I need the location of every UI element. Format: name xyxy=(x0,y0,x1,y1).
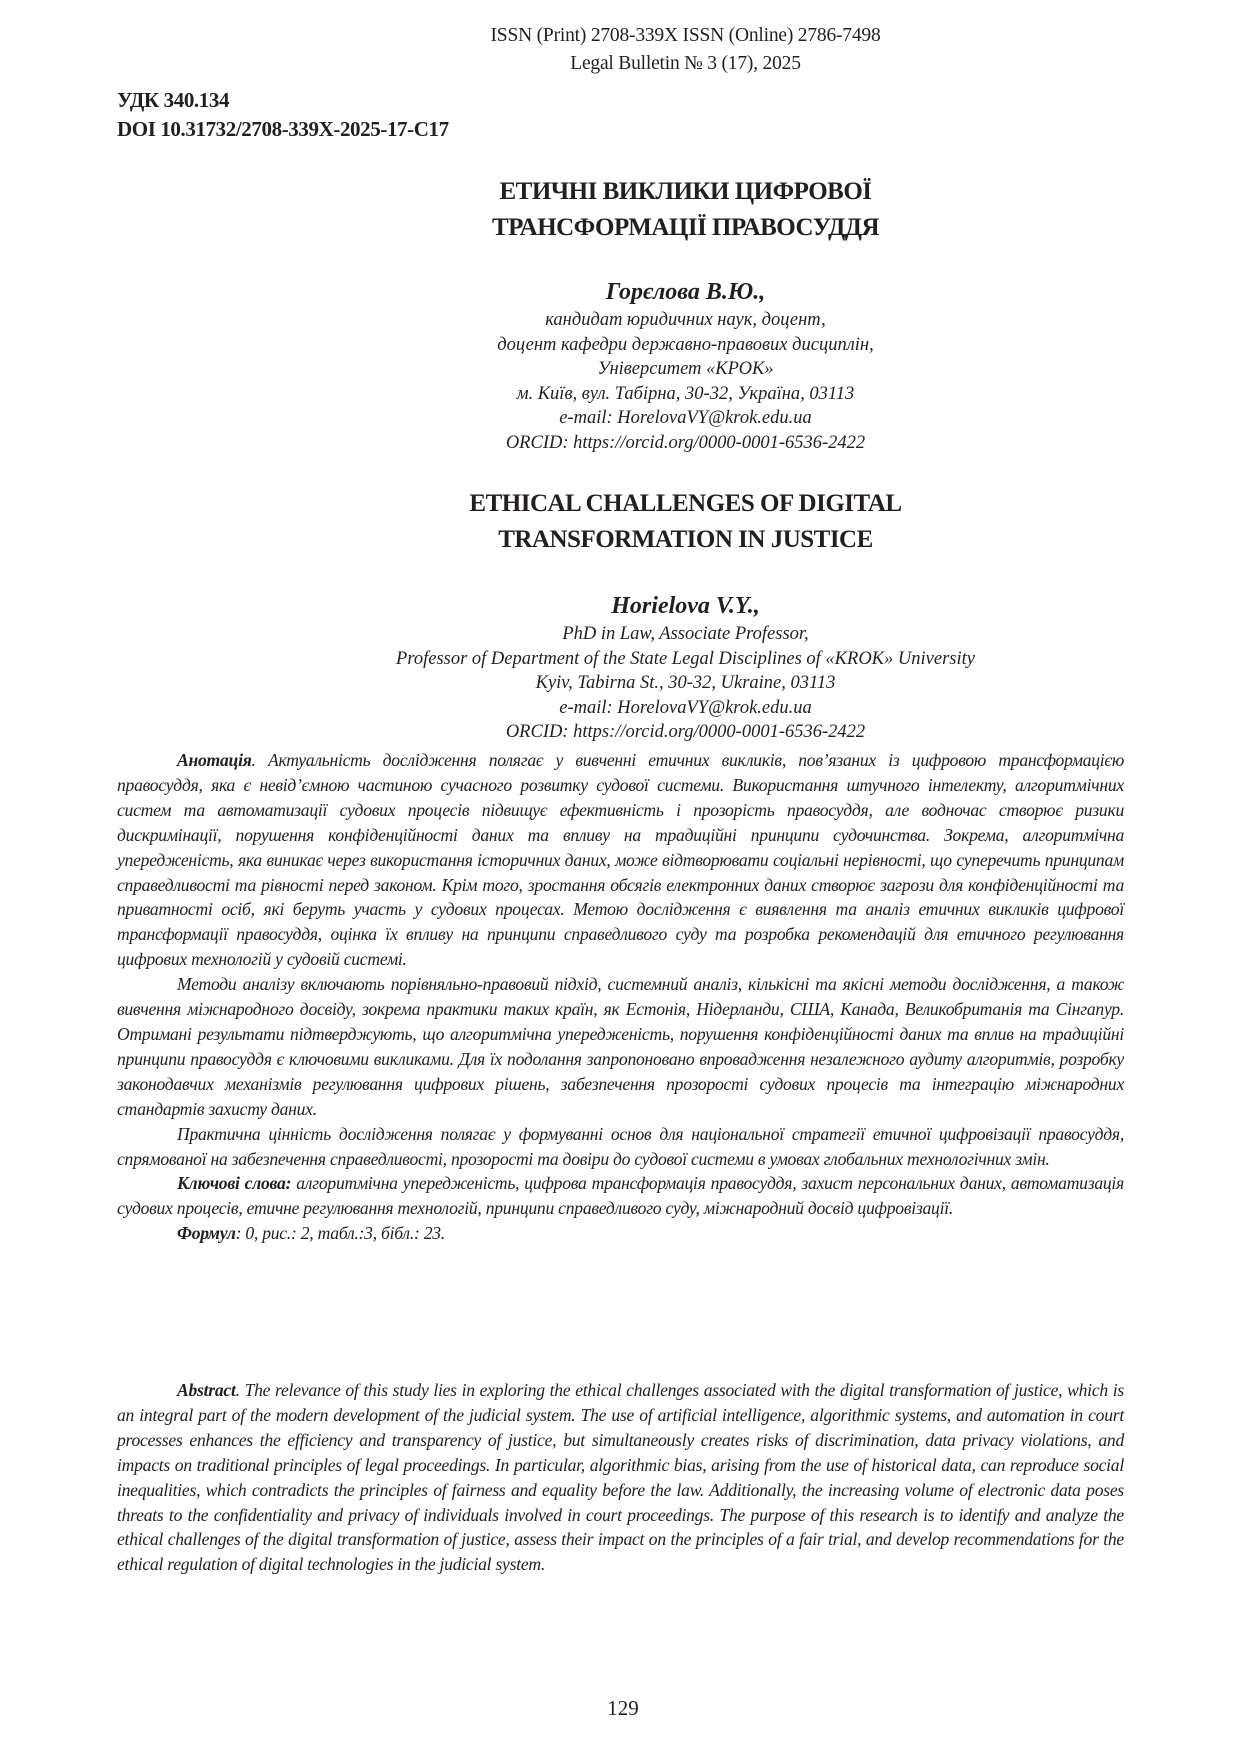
annotation-section xyxy=(117,748,1124,1246)
page-number-text: 129 xyxy=(607,1696,639,1720)
keywords-paragraph xyxy=(117,1171,1124,1221)
annotation-paragraph-1 xyxy=(117,748,1124,972)
article-title-en xyxy=(0,486,1241,558)
formula-paragraph xyxy=(117,1221,1124,1246)
author-address-ua: м. Київ, вул. Табірна, 30-32, Україна, 03113 xyxy=(516,383,855,404)
author-info-en xyxy=(0,590,1241,745)
doi: DOI 10.31732/2708-339X-2025-17-C17 xyxy=(117,117,449,141)
abstract-label: Abstract xyxy=(177,1380,236,1400)
title-ua-line-1: ЕТИЧНІ ВИКЛИКИ ЦИФРОВОЇ xyxy=(499,178,872,205)
author-name-ua: Горєлова В.Ю., xyxy=(605,279,766,305)
title-ua-line-2: ТРАНСФОРМАЦІЇ ПРАВОСУДДЯ xyxy=(491,214,880,241)
author-orcid-ua: ORCID: https://orcid.org/0000-0001-6536-2422 xyxy=(505,432,866,453)
abstract-text-1: . The relevance of this study lies in exploring the ethical challenges associated with the digital transformation of justice, which is an integral part of the modern development of the judicial system. The use of artificial intelligence, algorithmic systems, and automation in court processes enhances the efficiency and transparency of justice, but simultaneously creates risks of discrimination, data privacy violations, and impacts on traditional principles of legal proceedings. In particular, algorithmic bias, arising from the use of historical data, can reproduce social inequalities, which contradicts the principles of fairness and equality before the law. Additionally, the increasing volume of electronic data poses threats to the confidentiality and privacy of individuals involved in court proceedings. The purpose of this research is to identify and analyze the ethical challenges of the digital transformation of justice, assess their impact on the principles of a fair trial, and develop recommendations for the ethical regulation of digital technologies in the judicial system. xyxy=(117,1380,1124,1575)
author-position-ua: доцент кафедри державно-правових дисциплін, xyxy=(497,334,874,355)
formula-text: : 0, рис.: 2, табл.:3, бібл.: 23. xyxy=(235,1223,445,1244)
author-address-en: Kyiv, Tabirna St., 30-32, Ukraine, 03113 xyxy=(535,673,836,693)
classification-block xyxy=(117,86,449,144)
annotation-text-1: . Актуальність дослідження полягає у вивченні етичних викликів, пов’язаних із цифровою трансформацією правосуддя, яка є невід’ємною частиною сучасного розвитку судової системи. Використання штучного інтелекту, алгоритмічних систем та автоматизації судових процесів підвищує ефективність і прозорість правосуддя, але водночас створює ризики дискримінації, порушення конфіденційності даних та впливу на традиційні принципи судочинства. Зокрема, алгоритмічна упередженість, яка виникає через використання історичних даних, може відтворювати соціальні нерівності, що суперечить принципам справедливості та рівності перед законом. Крім того, зростання обсягів електронних даних створює загрози для конфіденційності та приватності осіб, які беруть участь у судових процесах. Метою дослідження є виявлення та аналіз етичних викликів цифрової трансформації правосуддя, оцінка їх впливу на принципи справедливого суду та розробка рекомендацій для етичного регулювання цифрових технологій у судовій системі. xyxy=(117,750,1124,970)
title-en-line-2: TRANSFORMATION IN JUSTICE xyxy=(498,526,873,553)
journal-header xyxy=(0,22,1241,78)
author-degree-ua: кандидат юридичних наук, доцент, xyxy=(545,310,826,330)
author-email-en: e-mail: HorelovaVY@krok.edu.ua xyxy=(559,697,812,718)
author-email-ua: e-mail: HorelovaVY@krok.edu.ua xyxy=(559,408,812,428)
udk-code: УДК 340.134 xyxy=(117,88,230,112)
abstract-section xyxy=(117,1378,1124,1577)
abstract-paragraph-1 xyxy=(117,1378,1124,1577)
keywords-label: Ключові слова: xyxy=(177,1173,292,1194)
issn-line: ISSN (Print) 2708-339X ISSN (Online) 2786-7498 xyxy=(490,25,881,46)
keywords-text: алгоритмічна упередженість, цифрова трансформація правосуддя, захист персональних даних, автоматизація судових процесів, етичне регулювання технологій, принципи справедливого суду, міжнародний досвід цифровізації. xyxy=(117,1173,1124,1219)
annotation-paragraph-3: Практична цінність дослідження полягає у формуванні основ для національної стратегії етичної цифровізації правосуддя, спрямованої на забезпечення справедливості, прозорості та довіри до судової системи в умовах глобальних технологічних змін. xyxy=(117,1123,1124,1169)
page-number xyxy=(0,1696,1241,1721)
annotation-paragraph-2: Методи аналізу включають порівняльно-правовий підхід, системний аналіз, кількісні та якісні методи дослідження, а також вивчення міжнародного досвіду, зокрема практики таких країн, як Естонія, Нідерланди, США, Канада, Великобританія та Сінгапур. Отримані результати підтверджують, що алгоритмічна упередженість, порушення конфіденційності даних та вплив на традиційні принципи правосуддя є ключовими викликами. Для їх подолання запропоновано впровадження незалежного аудиту алгоритмів, розробку законодавчих механізмів регулювання цифрових рішень, забезпечення прозорості судових процесів та інтеграцію міжнародних стандартів захисту даних. xyxy=(117,974,1124,1119)
annotation-label: Анотація xyxy=(177,750,252,770)
author-degree-en: PhD in Law, Associate Professor, xyxy=(562,624,809,644)
title-en-line-1: ETHICAL CHALLENGES OF DIGITAL xyxy=(469,490,902,517)
author-university-ua: Університет «КРОК» xyxy=(597,359,774,379)
formula-label: Формул xyxy=(177,1223,236,1244)
article-title-ua xyxy=(0,174,1241,246)
author-position-en: Professor of Department of the State Legal Disciplines of «KROK» University xyxy=(396,648,975,669)
author-orcid-en: ORCID: https://orcid.org/0000-0001-6536-2422 xyxy=(505,722,866,742)
author-info-ua xyxy=(0,276,1241,455)
author-name-en: Horielova V.Y., xyxy=(611,593,760,619)
journal-issue-line: Legal Bulletin № 3 (17), 2025 xyxy=(570,53,801,74)
